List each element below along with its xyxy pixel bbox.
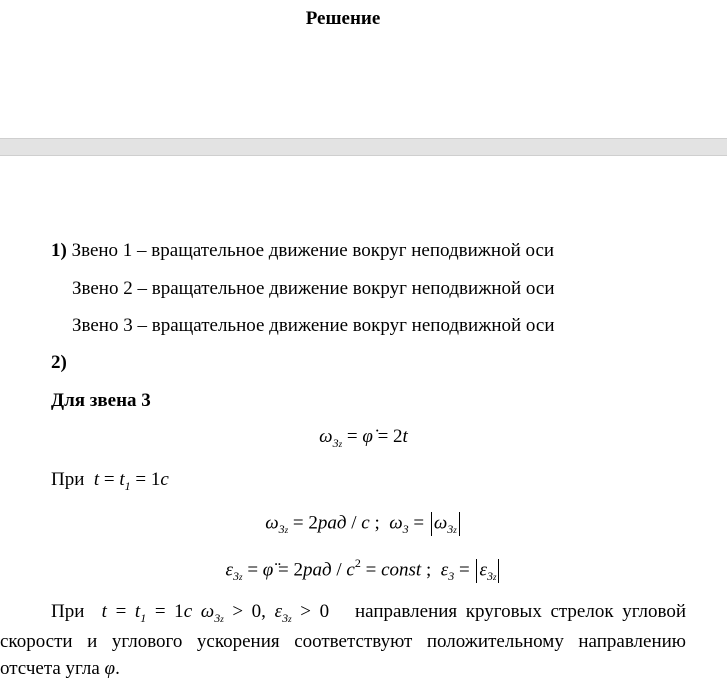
item-1-number: 1) (51, 240, 67, 261)
page-title: Решение (305, 8, 381, 29)
item-1-text-1: Звено 1 – вращательное движение вокруг неподвижной оси (71, 240, 555, 261)
paragraph-line-2: скорости и углового ускорения соответствуют положительному направлению (0, 631, 686, 652)
equation-omega-value: $\omega_{3z} = 2рад / c$ ; $\omega_3 = \omega_{3z}$ (0, 512, 727, 536)
equation-epsilon-value: $\varepsilon_{3z}$ = φ̈ = $2рад / c^2$ = const ; $\varepsilon_3 = \varepsilon_{3z}$ (0, 559, 727, 583)
link-3-heading: Для звена 3 (51, 390, 151, 411)
page-separator (0, 138, 727, 156)
item-1-line-1 (51, 240, 554, 262)
paragraph-line-3: отсчета угла φ. (0, 658, 120, 679)
equation-omega: $\omega_{3z}$ = φ̇ = 2t (319, 426, 408, 450)
paragraph-line-1: При $t = t_1 = 1c$ $\omega_{3z} > 0$, $\varepsilon_{3z} > 0$ направления круговых стрелок угловой (51, 601, 687, 625)
item-1-line-3: Звено 3 – вращательное движение вокруг неподвижной оси (72, 315, 555, 336)
item-2-number: 2) (51, 352, 67, 373)
item-1-line-2: Звено 2 – вращательное движение вокруг неподвижной оси (72, 278, 555, 299)
condition-line: При $t = t_1 = 1c$ (51, 469, 169, 493)
